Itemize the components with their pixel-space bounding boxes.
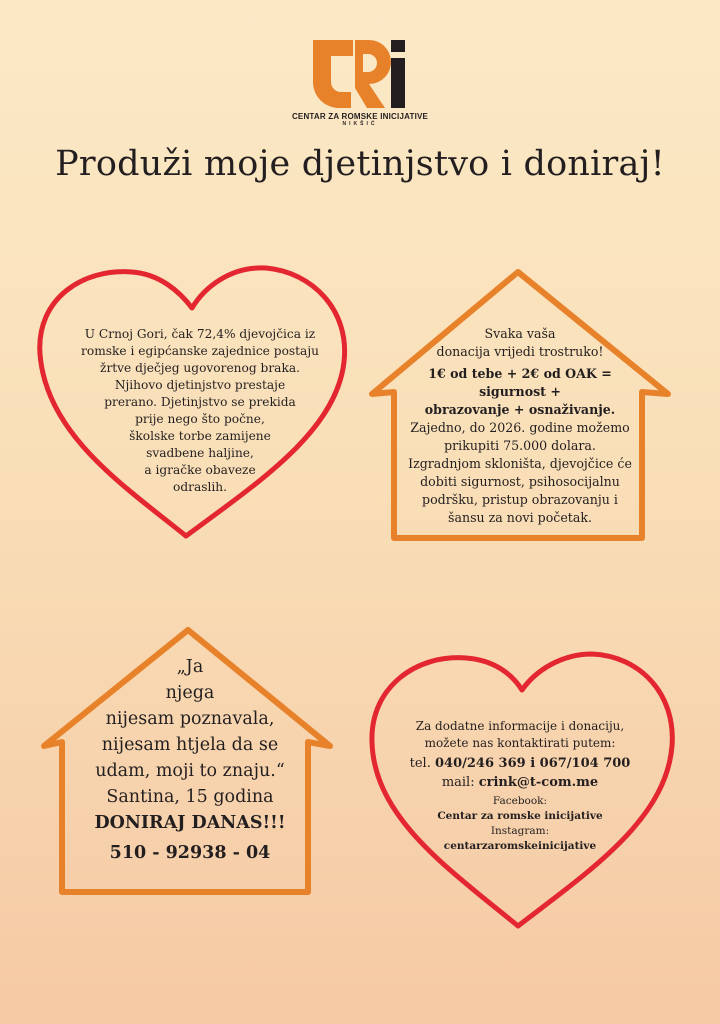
house-right-line: Zajedno, do 2026. godine možemo [410,420,630,435]
house-right-text [400,325,640,527]
heart-left-line: prerano. Djetinjstvo se prekida [104,395,296,409]
org-logo [290,36,430,127]
quote-line: „Ja [176,657,204,677]
cri-logo-mark [305,36,415,110]
quote-line: udam, moji to znaju.“ [95,761,285,781]
donation-intro: Svaka vaša [484,326,556,341]
heart-left-line: prije nego što počne, [135,412,265,426]
house-right-line: Izgradnjom skloništa, djevojčice će [408,456,632,471]
heart-left-line: romske i egipćanske zajednice postaju [81,344,319,358]
house-right-line: podršku, pristup obrazovanju i [422,492,618,507]
quote-author: Santina, 15 godina [106,787,274,807]
page-title: Produži moje djetinjstvo i doniraj! [55,144,665,184]
quote-line: nijesam poznavala, [105,709,275,729]
contact-text [400,718,640,854]
heart-left-text [60,326,340,496]
donation-intro: donacija vrijedi trostruko! [436,344,604,359]
instagram-value[interactable]: centarzaromskeinicijative [443,840,597,852]
house-right-line: dobiti sigurnost, psihosocijalnu [420,474,620,489]
heart-left-line: Njihovo djetinjstvo prestaje [114,378,286,392]
org-name: CENTAR ZA ROMSKE INICIJATIVE [291,112,429,121]
contact-mail [400,773,640,792]
facebook-value[interactable]: Centar za romske inicijative [437,810,603,822]
heart-left-line: školske torbe zamijene [129,429,271,443]
facebook-label: Facebook: [492,795,548,807]
heart-left-line: svadbene haljine, [146,446,254,460]
mail-label: mail: [441,775,479,790]
testimonial-text [70,654,310,866]
donate-cta: DONIRAJ DANAS!!! [94,813,286,833]
instagram-label: Instagram: [490,825,550,837]
contact-intro: Za dodatne informacije i donaciju, [415,719,625,733]
quote-line: nijesam htjela da se [101,735,279,755]
heart-left-line: U Crnoj Gori, čak 72,4% djevojčica iz [84,327,316,341]
mail-value[interactable]: crink@t-com.me [478,775,599,790]
heart-left-line: a igračke obaveze [144,463,256,477]
house-right-line: šansu za novi početak. [448,510,592,525]
bank-account: 510 - 92938 - 04 [109,843,271,863]
quote-line: njega [165,683,215,703]
donation-formula: obrazovanje + osnaživanje. [424,402,616,417]
house-right-line: prikupiti 75.000 dolara. [444,438,596,453]
phone-label: tel. [409,756,435,771]
contact-intro: možete nas kontaktirati putem: [424,736,616,750]
org-city: NIKŠIĆ [342,121,378,127]
heart-left-line: žrtve dječjeg ugovorenog braka. [100,361,300,375]
heart-left-line: odraslih. [172,480,227,494]
phone-value[interactable]: 040/246 369 i 067/104 700 [434,756,631,771]
contact-phone [400,754,640,773]
donation-formula: 1€ od tebe + 2€ od OAK = sigurnost + [428,366,612,399]
